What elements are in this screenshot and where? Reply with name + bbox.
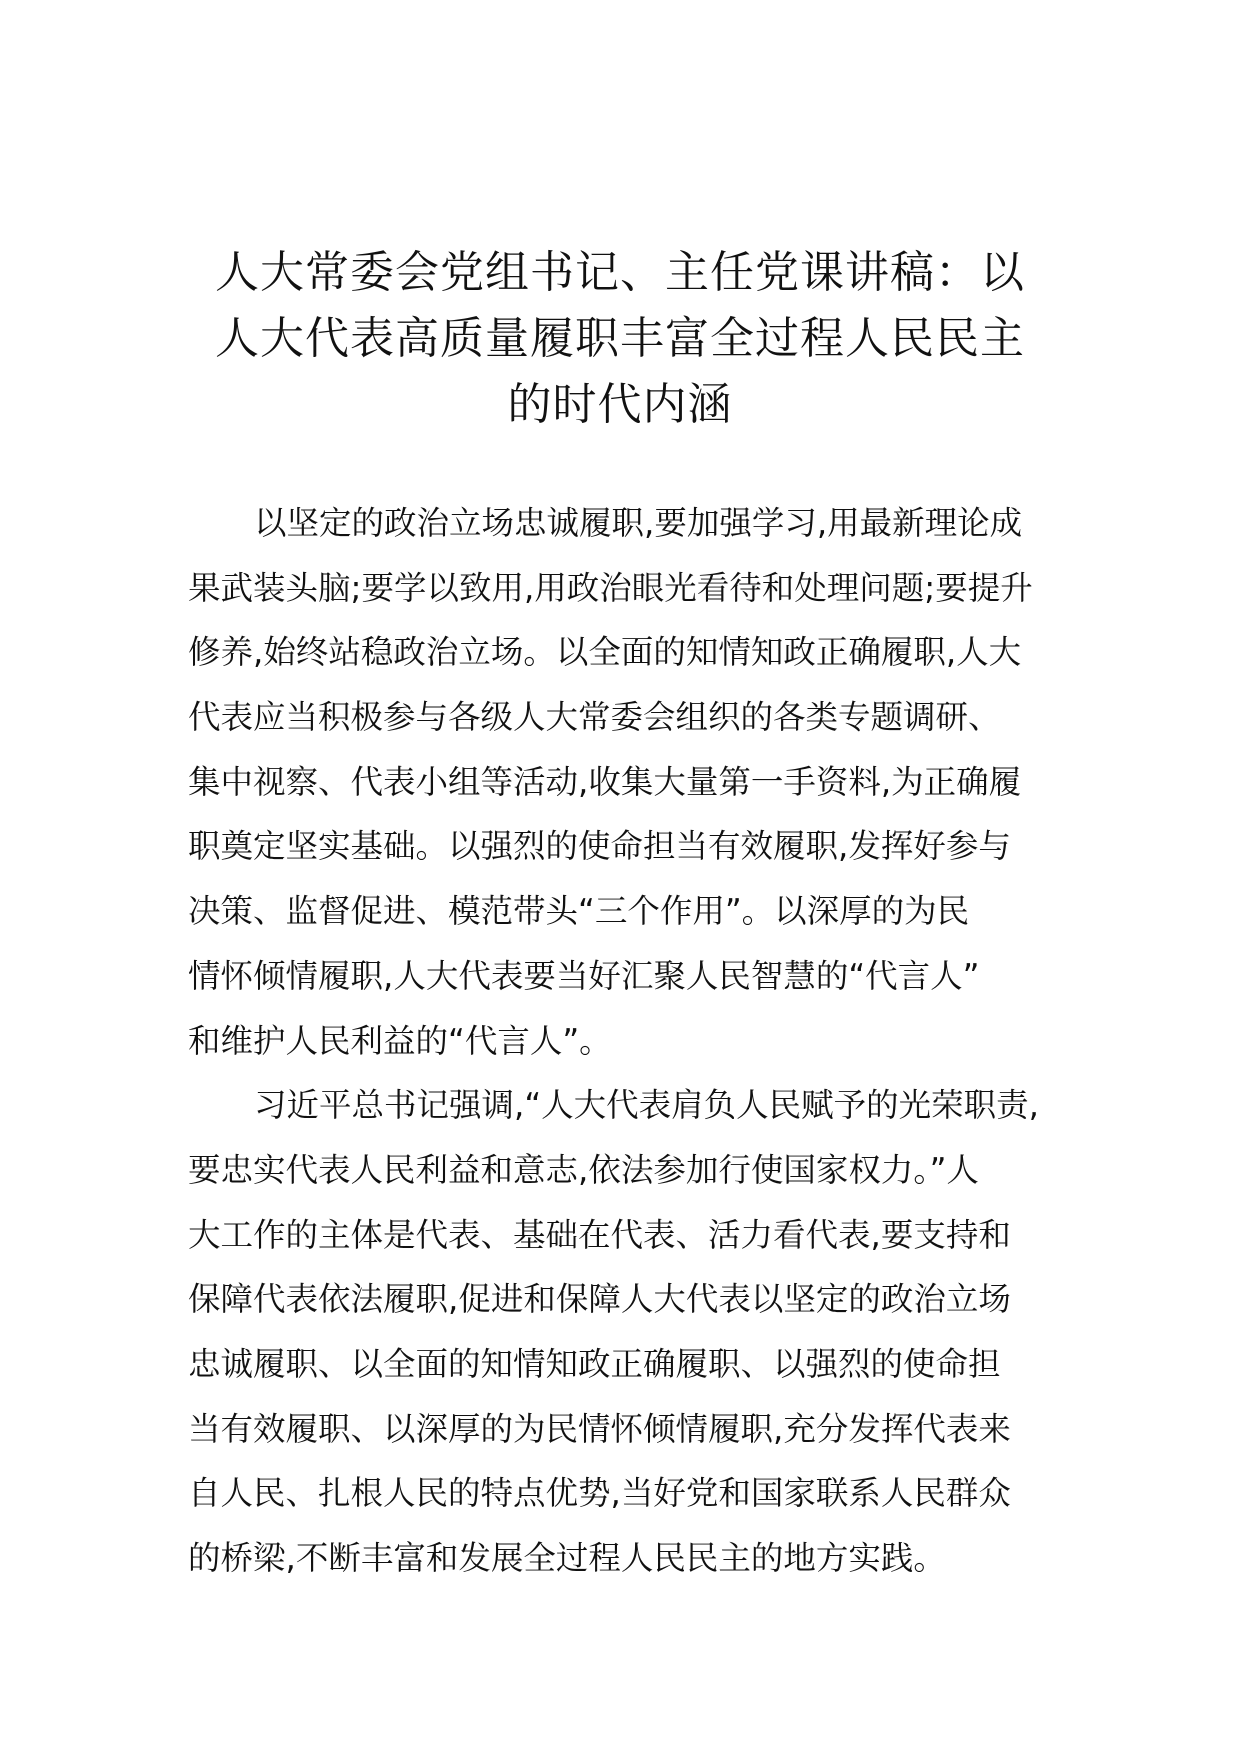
title-line: 的时代内涵 (507, 379, 733, 430)
paragraph-line: 果武装头脑;要学以致用,用政治眼光看待和处理问题;要提升 (188, 568, 1033, 607)
title-line: 人大常委会党组书记、主任党课讲稿：以 (215, 247, 1025, 298)
body-paragraph-2 (188, 1073, 1058, 1591)
paragraph-line: 情怀倾情履职,人大代表要当好汇聚人民智慧的“代言人” (188, 956, 980, 995)
paragraph-line: 自人民、扎根人民的特点优势,当好党和国家联系人民群众 (188, 1474, 1011, 1513)
paragraph-line: 保障代表依法履职,促进和保障人大代表以坚定的政治立场 (188, 1280, 1011, 1319)
document-body (188, 491, 1058, 1591)
paragraph-line: 职奠定坚实基础。以强烈的使命担当有效履职,发挥好参与 (188, 827, 1011, 866)
paragraph-line: 集中视察、代表小组等活动,收集大量第一手资料,为正确履 (188, 762, 1022, 801)
title-line: 人大代表高质量履职丰富全过程人民民主 (215, 313, 1025, 364)
paragraph-line: 决策、监督促进、模范带头“三个作用”。以深厚的为民 (188, 892, 970, 931)
paragraph-line: 的桥梁,不断丰富和发展全过程人民民主的地方实践。 (188, 1539, 946, 1577)
paragraph-line: 以坚定的政治立场忠诚履职,要加强学习,用最新理论成 (254, 504, 1023, 542)
body-paragraph-1 (188, 491, 1058, 1073)
paragraph-line: 代表应当积极参与各级人大常委会组织的各类专题调研、 (188, 698, 1001, 737)
paragraph-line: 习近平总书记强调,“人大代表肩负人民赋予的光荣职责, (254, 1086, 1039, 1125)
paragraph-line: 当有效履职、以深厚的为民情怀倾情履职,充分发挥代表来 (188, 1409, 1011, 1448)
paragraph-line: 修养,始终站稳政治立场。以全面的知情知政正确履职,人大 (188, 633, 1022, 672)
paragraph-line: 大工作的主体是代表、基础在代表、活力看代表,要支持和 (188, 1215, 1011, 1254)
paragraph-line: 忠诚履职、以全面的知情知政正确履职、以强烈的使命担 (188, 1344, 1001, 1383)
paragraph-line: 要忠实代表人民利益和意志,依法参加行使国家权力。”人 (188, 1150, 979, 1189)
paragraph-line: 和维护人民利益的“代言人”。 (188, 1021, 612, 1060)
document-title (190, 240, 1050, 438)
